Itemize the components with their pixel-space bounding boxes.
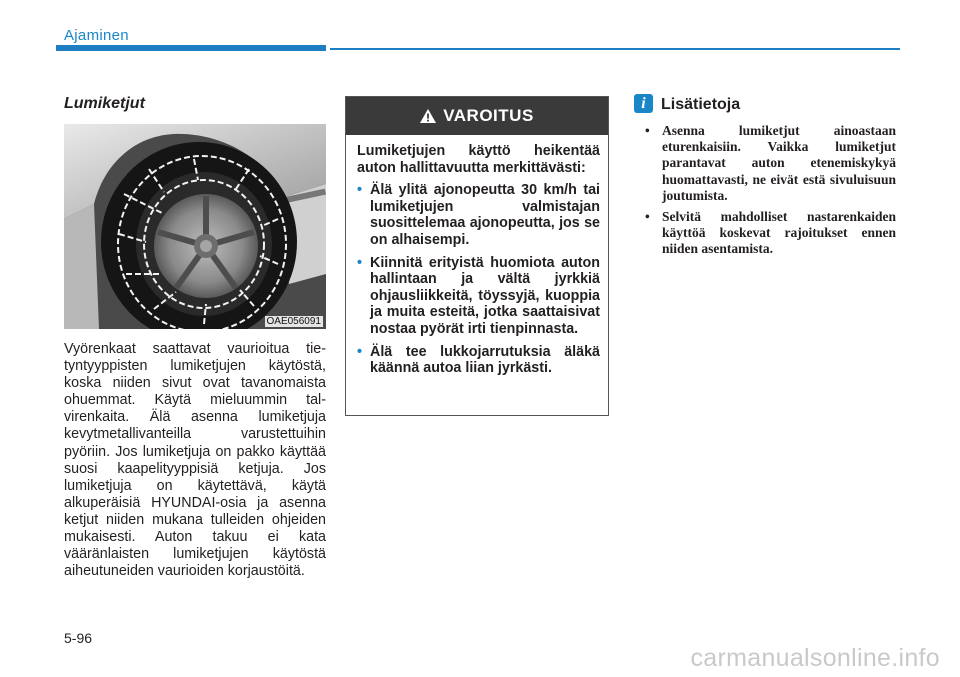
bullet-icon: • — [357, 343, 363, 360]
warning-item — [357, 182, 600, 248]
bullet-icon: • — [357, 182, 363, 199]
warning-heading: VAROITUS — [443, 106, 534, 125]
warning-triangle-icon — [420, 109, 436, 123]
info-title: Lisätietoja — [661, 96, 741, 113]
warning-header — [346, 97, 608, 135]
info-icon: i — [634, 94, 653, 113]
info-item-text: Selvitä mahdolliset nastarenkaiden käyttöä koskevat rajoitukset ennen niiden asentamista. — [662, 209, 896, 257]
warning-item — [357, 344, 600, 377]
bullet-icon: • — [645, 209, 650, 225]
warning-intro: Lumiketjujen käyttö heikentää auton hallittavuutta merkittävästi: — [357, 143, 600, 176]
bullet-icon: • — [357, 254, 363, 271]
body-paragraph: Vyörenkaat saattavat vaurioitua tietyntyyppisten lumiketjujen käytöstä, koska niiden sivut ovat tavanomaista ohuemmat. Käytä mieluummin talvirenkaita. Älä asenna lumiketjuja kevytmetallivanteilla varustettuihin pyöriin. Jos lumiketjuja on pakko käyttää suosi kaapelityyppisiä ketjuja. Jos lumiketjuja on käytettävä, käytä alkuperäisiä HYUNDAI-osia ja asenna ketjut niiden mukana tulleiden ohjeiden mukaisesti. Auton takuu ei kata vääränlaisten lumiketjujen käytöstä aiheutuneiden vaurioiden korjaustöitä. — [64, 341, 326, 580]
snow-chain-photo — [64, 124, 326, 329]
warning-item-text: Älä tee lukkojarrutuksia äläkä käännä autoa liian jyrkästi. — [370, 343, 600, 377]
warning-item — [357, 255, 600, 338]
watermark: carmanualsonline.info — [690, 644, 940, 672]
warning-item-text: Älä ylitä ajonopeutta 30 km/h tai lumiketjujen valmistajan suosittelemaa ajonopeutta, jos se on alhaisempi. — [370, 182, 600, 248]
header-rule-thick — [56, 45, 326, 51]
info-item-text: Asenna lumiketjut ainoastaan eturenkaisiin. Vaikka lumiketjut parantavat auton etenemiskykyä huomattavasti, ne eivät estä sivuluisuun joutumista. — [662, 123, 896, 203]
info-list — [645, 123, 896, 263]
figure-code: OAE056091 — [266, 316, 321, 327]
section-title: Lumiketjut — [64, 95, 145, 112]
warning-box — [345, 96, 609, 416]
bullet-icon: • — [645, 123, 650, 138]
warning-item-text: Kiinnitä erityistä huomiota auton hallintaan ja vältä jyrkkiä ohjausliikkeitä, töyssyjä, kuoppia ja muita esteitä, jotka saattaisivat nostaa pyörät irti tienpinnasta. — [370, 254, 600, 337]
info-item — [645, 123, 896, 204]
tire-with-chain-illustration — [64, 124, 326, 329]
info-item — [645, 209, 896, 258]
header-rule-thin — [330, 48, 900, 50]
section-header: Ajaminen — [64, 27, 129, 44]
page-number: 5-96 — [64, 630, 93, 646]
